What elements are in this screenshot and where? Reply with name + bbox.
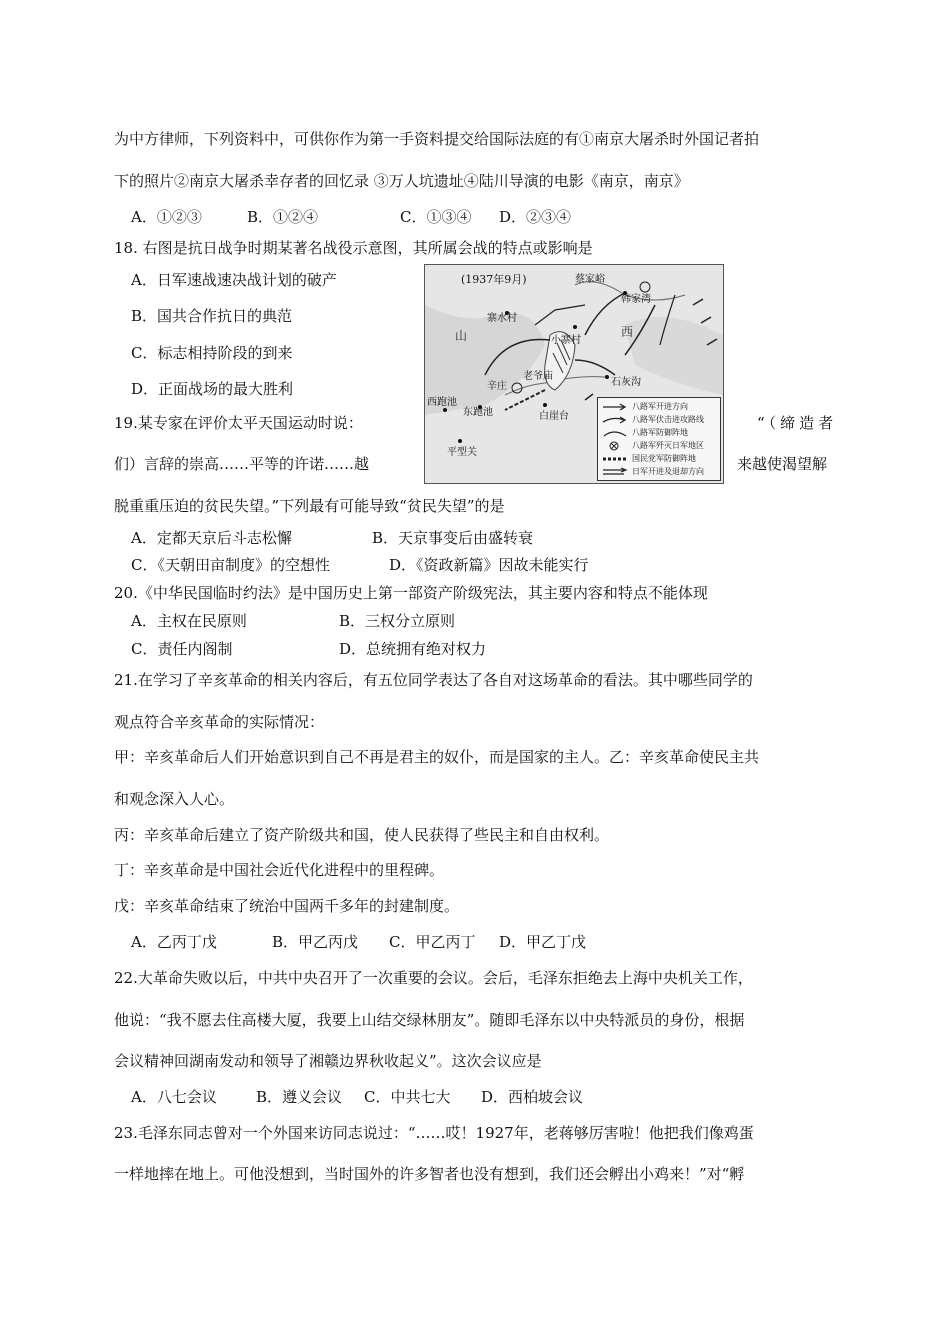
place-label-pingxingguan: 平型关: [447, 447, 477, 458]
q19-option-b: B．天京事变后由盛转衰: [372, 529, 534, 547]
q19-option-d: D．《资政新篇》因故未能实行: [389, 556, 589, 574]
place-dot: [573, 325, 577, 329]
q22-option-b: B．遵义会议: [256, 1088, 343, 1106]
q22-stem-line-3: 会议精神回湖南发动和领导了湘赣边界秋收起义”。这次会议应是: [114, 1052, 542, 1070]
legend-annihilation-icon: [602, 441, 628, 451]
q23-stem-line-1: 23.毛泽东同志曾对一个外国来访同志说过：“……哎！1927年，老蒋够厉害啦！他把我们像鸡蛋: [114, 1124, 754, 1142]
q21-stem-line-1: 21.在学习了辛亥革命的相关内容后，有五位同学表达了各自对这场革命的看法。其中哪些同学的: [114, 671, 753, 689]
q19-option-c: C．《天朝田亩制度》的空想性: [131, 556, 330, 574]
legend-defense-icon: [602, 428, 628, 438]
place-label-dongpaochi: 东跑池: [463, 407, 493, 418]
q18-option-b: B．国共合作抗日的典范: [131, 307, 293, 325]
q18-option-c: C．标志相持阶段的到来: [131, 344, 293, 362]
q20-option-b: B．三权分立原则: [339, 612, 456, 630]
legend-text: 八路军开进方向: [632, 402, 688, 411]
q22-option-d: D．西柏坡会议: [481, 1088, 584, 1106]
place-label-laoyemiao: 老爷庙: [523, 371, 553, 382]
place-dot: [443, 408, 447, 412]
q22-option-a: A．八七会议: [131, 1088, 217, 1106]
legend-text: 八路军歼灭日军地区: [632, 441, 704, 450]
q21-statement-bing: 丙：辛亥革命后建立了资产阶级共和国，使人民获得了些民主和自由权利。: [114, 826, 610, 844]
q19-option-a: A．定都天京后斗志松懈: [131, 529, 292, 547]
q21-option-b: B．甲乙丙戊: [272, 933, 359, 951]
place-label-xinzhuang: 辛庄: [487, 381, 507, 392]
q18-option-d: D．正面战场的最大胜利: [131, 380, 294, 398]
q21-statement-ding: 丁：辛亥革命是中国社会近代化进程中的里程碑。: [114, 861, 445, 879]
advance-arrow: [535, 305, 585, 325]
q22-stem-line-2: 他说：“我不愿去住高楼大厦，我要上山结交绿林朋友”。随即毛泽东以中央特派员的身份，根据: [114, 1011, 745, 1029]
battle-map-figure: [424, 264, 724, 484]
q21-option-a: A．乙丙丁戊: [131, 933, 217, 951]
q22-option-c: C．中共七大: [364, 1088, 451, 1106]
legend-ambush-icon: [602, 415, 628, 425]
advance-arrow: [575, 360, 615, 375]
place-label-shan: 山: [455, 329, 468, 343]
place-label-hanjiawan: 韩家湾: [621, 294, 651, 305]
q21-option-d: D．甲乙丁戊: [499, 933, 587, 951]
q20-option-d: D．总统拥有绝对权力: [339, 640, 487, 658]
legend-advance-icon: [602, 402, 628, 412]
q20-option-a: A．主权在民原则: [131, 612, 247, 630]
q18-stem: 18. 右图是抗日战争时期某著名战役示意图，其所属会战的特点或影响是: [114, 239, 593, 257]
place-label-xi: 西: [621, 325, 634, 339]
place-label-baiyatai: 白崖台: [539, 411, 569, 422]
q17-stem-line-2: 下的照片②南京大屠杀幸存者的回忆录 ③万人坑遗址④陆川导演的电影《南京，南京》: [114, 172, 689, 190]
legend-kmt-defense-icon: [602, 454, 628, 464]
place-label-xipaochi: 西跑池: [427, 397, 457, 408]
map-legend: [597, 397, 721, 481]
q23-stem-line-2: 一样地摔在地上。可他没想到，当时国外的许多智者也没有想到，我们还会孵出小鸡来！”对“孵: [114, 1165, 745, 1183]
q20-stem: 20.《中华民国临时约法》是中国历史上第一部资产阶级宪法，其主要内容和特点不能体现: [114, 584, 708, 602]
legend-text: 八路军伏击进攻路线: [632, 415, 704, 424]
legend-text: 国民党军防御阵地: [632, 454, 696, 463]
q21-stem-line-2: 观点符合辛亥革命的实际情况：: [114, 713, 325, 731]
q19-stem-line-2-left: 们）言辞的崇高……平等的许诺……越: [114, 455, 370, 473]
place-label-shihuigou: 石灰沟: [611, 377, 641, 388]
q22-stem-line-1: 22.大革命失败以后，中共中央召开了一次重要的会议。会后，毛泽东拒绝去上海中央机关工作，: [114, 969, 753, 987]
place-label-yanjiayu: 蔡家峪: [575, 274, 605, 285]
q21-statement-wu: 戊：辛亥革命结束了统治中国两千多年的封建制度。: [114, 897, 460, 915]
q19-stem-line-1-left: 19.某专家在评价太平天国运动时说：: [114, 414, 363, 432]
q17-option-d: D．②③④: [499, 208, 572, 226]
place-dot: [605, 375, 609, 379]
advance-arrow: [585, 293, 625, 335]
q19-stem-line-3: 脱重重压迫的贫民失望。”下列最有可能导致“贫民失望”的是: [114, 497, 505, 515]
q20-option-c: C．责任内阁制: [131, 640, 233, 658]
q17-stem-line-1: 为中方律师，下列资料中，可供你作为第一手资料提交给国际法庭的有①南京大屠杀时外国记者拍: [114, 130, 760, 148]
place-label-xiaozhaicun: 小寨村: [551, 335, 581, 346]
map-date-label: (1937年9月): [461, 273, 527, 286]
q19-stem-line-1-right: “（缔造者: [757, 414, 838, 432]
q21-statement-jia-yi-cont: 和观念深入人心。: [114, 790, 235, 808]
place-label-zhaishuicun: 寨水村: [487, 313, 517, 324]
q21-statement-jia-yi: 甲：辛亥革命后人们开始意识到自己不再是君主的奴仆，而是国家的主人。乙：辛亥革命使民主共: [114, 748, 760, 766]
legend-text: 日军开进及退却方向: [632, 467, 704, 476]
q17-option-a: A．①②③: [131, 208, 202, 226]
legend-japanese-route-icon: [602, 467, 628, 477]
q17-option-b: B．①②④: [247, 208, 319, 226]
q21-option-c: C．甲乙丙丁: [389, 933, 476, 951]
q19-stem-line-2-right: 来越使渴望解: [737, 455, 828, 473]
q17-option-c: C．①③④: [400, 208, 472, 226]
q18-option-a: A．日军速战速决战计划的破产: [131, 271, 337, 289]
legend-text: 八路军防御阵地: [632, 428, 688, 437]
